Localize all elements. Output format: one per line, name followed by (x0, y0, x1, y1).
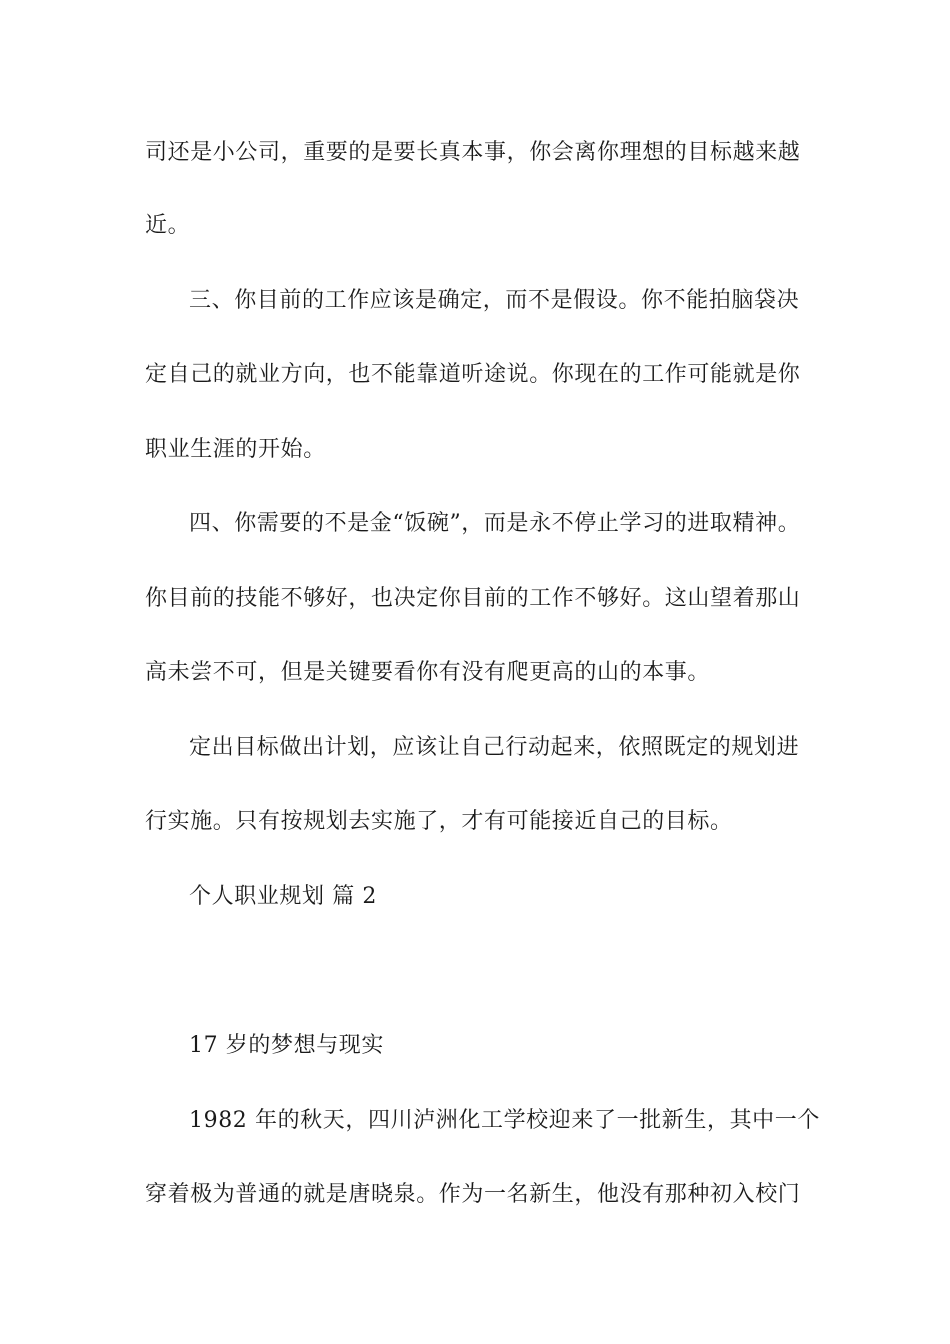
paragraph-line: 定自己的就业方向，也不能靠道听途说。你现在的工作可能就是你 (145, 362, 801, 387)
paragraph-line: 定出目标做出计划，应该让自己行动起来，依照既定的规划进 (189, 735, 800, 760)
paragraph-line: 穿着极为普通的就是唐晓泉。作为一名新生，他没有那种初入校门 (145, 1182, 801, 1207)
paragraph-line: 1982 年的秋天，四川泸洲化工学校迎来了一批新生，其中一个 (189, 1108, 820, 1133)
section-heading: 个人职业规划 篇 2 (189, 884, 377, 909)
paragraph-line: 四、你需要的不是金“饭碗”，而是永不停止学习的进取精神。 (189, 511, 801, 536)
paragraph-line: 三、你目前的工作应该是确定，而不是假设。你不能拍脑袋决 (189, 288, 800, 313)
paragraph-line: 高未尝不可，但是关键要看你有没有爬更高的山的本事。 (145, 660, 711, 685)
paragraph-line: 行实施。只有按规划去实施了，才有可能接近自己的目标。 (145, 809, 733, 834)
paragraph-line: 司还是小公司，重要的是要长真本事，你会离你理想的目标越来越 (145, 140, 801, 165)
paragraph-line: 职业生涯的开始。 (145, 437, 326, 462)
paragraph-line: 近。 (145, 213, 191, 238)
article-title: 17 岁的梦想与现实 (189, 1033, 384, 1058)
paragraph-line: 你目前的技能不够好，也决定你目前的工作不够好。这山望着那山 (145, 586, 801, 611)
